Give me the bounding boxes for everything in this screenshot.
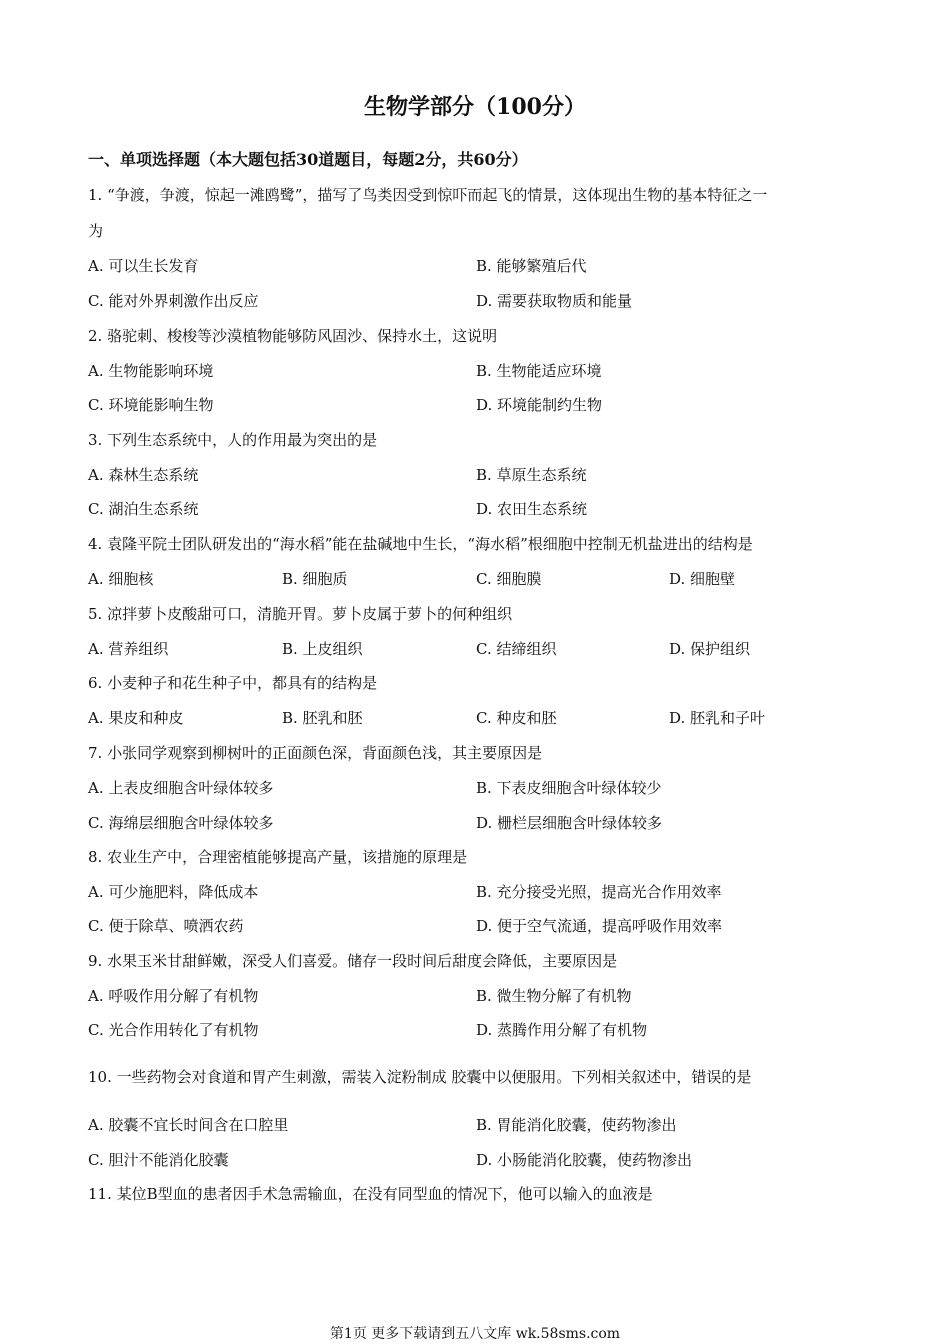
question-11-stem: 11. 某位B型血的患者因手术急需输血，在没有同型血的情况下，他可以输入的血液是: [88, 1185, 653, 1203]
q2-option-b: B. 生物能适应环境: [476, 362, 602, 380]
q1-option-d: D. 需要获取物质和能量: [476, 292, 633, 310]
q8-option-d: D. 便于空气流通，提高呼吸作用效率: [476, 917, 723, 935]
q4-option-a: A. 细胞核: [88, 570, 154, 588]
q10-option-d: D. 小肠能消化胶囊，使药物渗出: [476, 1151, 693, 1169]
q4-option-c: C. 细胞膜: [476, 570, 542, 588]
q8-option-c: C. 便于除草、喷洒农药: [88, 917, 244, 935]
q9-option-b: B. 微生物分解了有机物: [476, 987, 632, 1005]
q5-option-c: C. 结缔组织: [476, 640, 557, 658]
q6-option-b: B. 胚乳和胚: [282, 709, 363, 727]
q1-option-b: B. 能够繁殖后代: [476, 257, 587, 275]
q7-option-b: B. 下表皮细胞含叶绿体较少: [476, 779, 662, 797]
section-heading: 一、单项选择题（本大题包括30道题目，每题2分，共60分）: [88, 150, 528, 169]
question-3-stem: 3. 下列生态系统中，人的作用最为突出的是: [88, 431, 378, 449]
q3-option-a: A. 森林生态系统: [88, 466, 199, 484]
q10-option-b: B. 胃能消化胶囊，使药物渗出: [476, 1116, 677, 1134]
q8-option-b: B. 充分接受光照，提高光合作用效率: [476, 883, 722, 901]
q6-option-d: D. 胚乳和子叶: [669, 709, 766, 727]
q10-option-c: C. 胆汁不能消化胶囊: [88, 1151, 229, 1169]
q8-option-a: A. 可少施肥料，降低成本: [88, 883, 259, 901]
q7-option-d: D. 栅栏层细胞含叶绿体较多: [476, 814, 663, 832]
q2-option-d: D. 环境能制约生物: [476, 396, 603, 414]
question-5-stem: 5. 凉拌萝卜皮酸甜可口，清脆开胃。萝卜皮属于萝卜的何种组织: [88, 605, 513, 623]
q1-option-c: C. 能对外界刺激作出反应: [88, 292, 259, 310]
question-4-stem: 4. 袁隆平院士团队研发出的“海水稻”能在盐碱地中生长，“海水稻”根细胞中控制无机盐进出的结构是: [88, 535, 753, 553]
q6-option-c: C. 种皮和胚: [476, 709, 557, 727]
question-6-stem: 6. 小麦种子和花生种子中，都具有的结构是: [88, 674, 378, 692]
q1-option-a: A. 可以生长发育: [88, 257, 199, 275]
question-10-stem: 10. 一些药物会对食道和胃产生刺激，需装入淀粉制成 胶囊中以便服用。下列相关叙述中，错误的是: [88, 1068, 752, 1086]
q3-option-b: B. 草原生态系统: [476, 466, 587, 484]
question-1-stem: 1. “争渡，争渡，惊起一滩鸥鹭”，描写了鸟类因受到惊吓而起飞的情景，这体现出生物的基本特征之一: [88, 186, 768, 204]
q6-option-a: A. 果皮和种皮: [88, 709, 184, 727]
q3-option-c: C. 湖泊生态系统: [88, 500, 199, 518]
question-2-stem: 2. 骆驼刺、梭梭等沙漠植物能够防风固沙、保持水土，这说明: [88, 327, 498, 345]
question-9-stem: 9. 水果玉米甘甜鲜嫩，深受人们喜爱。储存一段时间后甜度会降低，主要原因是: [88, 952, 618, 970]
question-8-stem: 8. 农业生产中，合理密植能够提高产量，该措施的原理是: [88, 848, 468, 866]
q5-option-a: A. 营养组织: [88, 640, 169, 658]
question-1-stem-cont: 为: [88, 222, 104, 240]
q5-option-b: B. 上皮组织: [282, 640, 363, 658]
q4-option-d: D. 细胞壁: [669, 570, 736, 588]
q9-option-a: A. 呼吸作用分解了有机物: [88, 987, 259, 1005]
q2-option-a: A. 生物能影响环境: [88, 362, 214, 380]
question-7-stem: 7. 小张同学观察到柳树叶的正面颜色深，背面颜色浅，其主要原因是: [88, 744, 543, 762]
q9-option-c: C. 光合作用转化了有机物: [88, 1021, 259, 1039]
q4-option-b: B. 细胞质: [282, 570, 348, 588]
q7-option-a: A. 上表皮细胞含叶绿体较多: [88, 779, 274, 797]
q10-option-a: A. 胶囊不宜长时间含在口腔里: [88, 1116, 289, 1134]
q9-option-d: D. 蒸腾作用分解了有机物: [476, 1021, 648, 1039]
q3-option-d: D. 农田生态系统: [476, 500, 588, 518]
page-footer: 第1页 更多下载请到五八文库 wk.58sms.com: [329, 1326, 621, 1342]
q5-option-d: D. 保护组织: [669, 640, 751, 658]
q2-option-c: C. 环境能影响生物: [88, 396, 214, 414]
page-title: 生物学部分（100分）: [364, 94, 586, 120]
q7-option-c: C. 海绵层细胞含叶绿体较多: [88, 814, 274, 832]
